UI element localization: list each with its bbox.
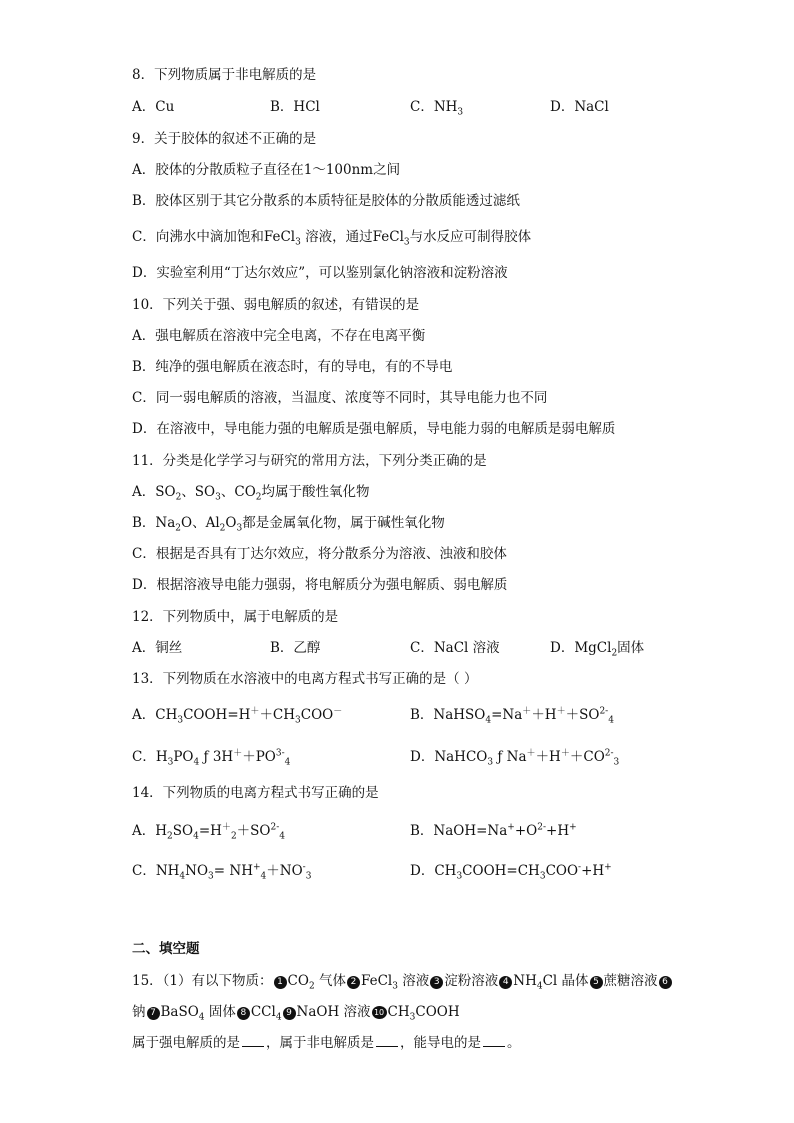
q9-option-d: D．实验室利用“丁达尔效应”，可以鉴别氯化钠溶液和淀粉溶液: [132, 265, 508, 281]
q9-option-b: B．胶体区别于其它分散系的本质特征是胶体的分散质能透过滤纸: [132, 193, 520, 209]
number-7-icon: 7: [147, 1007, 160, 1020]
number-9-icon: 9: [283, 1007, 296, 1020]
question-11-stem: 11．分类是化学学习与研究的常用方法，下列分类正确的是: [132, 453, 487, 469]
q10-option-c: C．同一弱电解质的溶液，当温度、浓度等不同时，其导电能力也不同: [132, 390, 548, 406]
number-8-icon: 8: [237, 1007, 250, 1020]
q11-option-b: B．$Na_2O$、$Al_2O_3$都是金属氧化物，属于碱性氧化物: [132, 515, 445, 534]
q14-option-a: A．$H_2SO_4=H^+_2+SO^{2-}_4$: [132, 822, 286, 842]
q11-option-d: D．根据溶液导电能力强弱，将电解质分为强电解质、弱电解质: [132, 577, 508, 593]
q8-option-a: A．Cu: [132, 99, 175, 115]
number-6-icon: 6: [659, 976, 672, 989]
question-10-stem: 10．下列关于强、弱电解质的叙述，有错误的是: [132, 297, 420, 313]
answer-blank-2[interactable]: [376, 1034, 398, 1047]
section-2-heading: 二、填空题: [132, 941, 200, 957]
q10-option-d: D．在溶液中，导电能力强的电解质是强电解质，导电能力弱的电解质是弱电解质: [132, 421, 616, 437]
number-2-icon: 2: [347, 976, 360, 989]
q12-option-b: B．乙醇: [270, 640, 321, 656]
number-5-icon: 5: [590, 976, 603, 989]
q8-option-d: D．NaCl: [550, 99, 609, 115]
number-1-icon: 1: [274, 976, 287, 989]
answer-blank-3[interactable]: [483, 1034, 505, 1047]
q13-option-a: A．$CH_3COOH=H^++CH_3COO^-$: [132, 706, 343, 726]
q8-option-b: B．HCl: [270, 99, 320, 115]
question-13-stem: 13．下列物质在水溶液中的电离方程式书写正确的是（ ）: [132, 671, 478, 687]
q9-option-a: A．胶体的分散质粒子直径在1～100nm之间: [132, 162, 401, 178]
question-8-stem: 8．下列物质属于非电解质的是: [132, 67, 317, 83]
q13-option-c: C．$H_3PO_4$ ƒ $3H^++PO^{3-}_4$: [132, 748, 291, 768]
q14-option-c: C．$NH_4NO_3= NH^+_4+NO^-_3$: [132, 862, 312, 882]
q9-option-c: C．向沸水中滴加饱和FeCl$_3$ 溶液，通过FeCl$_3$与水反应可制得胶体: [132, 229, 532, 248]
q12-option-a: A．铜丝: [132, 640, 183, 656]
question-15-line-1: 15．（1）有以下物质： 1 $CO_2$ 气体 2 FeCl$_3$ 溶液 3 淀粉溶液 4 $NH_4Cl$ 晶体 5 蔗糖溶液 6: [132, 972, 673, 990]
q12-option-c: C．NaCl 溶液: [410, 640, 500, 656]
question-14-stem: 14．下列物质的电离方程式书写正确的是: [132, 785, 379, 801]
q10-option-a: A．强电解质在溶液中完全电离，不存在电离平衡: [132, 328, 426, 344]
question-12-stem: 12．下列物质中，属于电解质的是: [132, 609, 339, 625]
q12-option-d: D．MgCl$_2$固体: [550, 640, 645, 659]
q13-option-d: D．NaHCO$_3$ ƒ $Na^++H^++CO^{2-}_3$: [410, 748, 620, 768]
q10-option-b: B．纯净的强电解质在液态时，有的导电，有的不导电: [132, 359, 453, 375]
q11-option-a: A．$SO_2$、$SO_3$、$CO_2$均属于酸性氧化物: [132, 484, 370, 503]
q14-option-d: D．$CH_3COOH=CH_3COO^-+H^+$: [410, 862, 612, 882]
number-3-icon: 3: [430, 976, 443, 989]
question-15-line-3: 属于强电解质的是 ，属于非电解质是 ，能导电的是 。: [132, 1035, 521, 1051]
answer-blank-1[interactable]: [242, 1034, 264, 1047]
q8-option-c: C．$NH_3$: [410, 99, 464, 118]
question-15-line-2: 钠 7 BaSO$_4$ 固体 8 CCl$_4$ 9 NaOH 溶液 10 $CH_3COOH$: [132, 1004, 460, 1023]
question-9-stem: 9．关于胶体的叙述不正确的是: [132, 131, 317, 147]
q14-option-b: B．$NaOH=Na^++O^{2-}+H^+$: [410, 822, 577, 839]
number-10-icon: 10: [372, 1006, 387, 1019]
q11-option-c: C．根据是否具有丁达尔效应，将分散系分为溶液、浊液和胶体: [132, 546, 507, 562]
q13-option-b: B．$NaHSO_4=Na^++H^++SO^{2-}_4$: [410, 706, 614, 726]
number-4-icon: 4: [499, 976, 512, 989]
